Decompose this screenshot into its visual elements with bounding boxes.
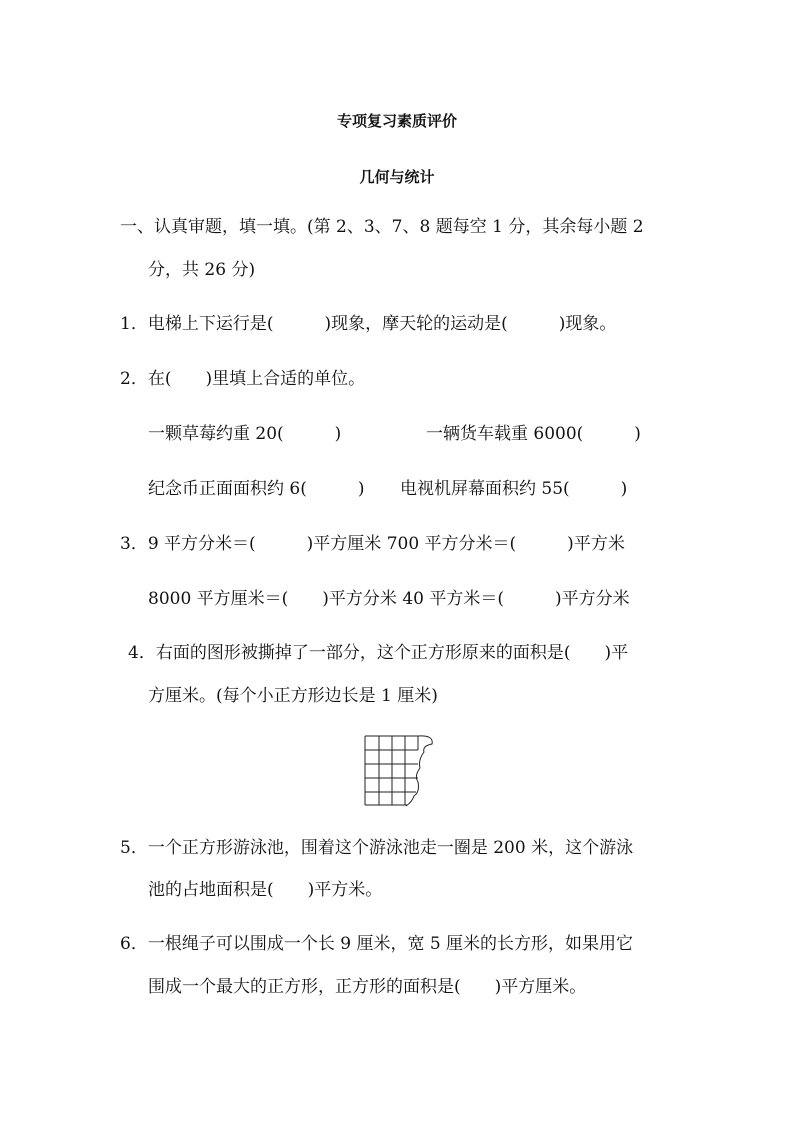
question-2-item-c: 纪念币正面面积约 6( ): [148, 479, 365, 499]
question-5-line-2: 池的占地面积是( )平方米。: [148, 880, 383, 900]
question-2-item-a: 一颗草莓约重 20( ): [148, 424, 342, 444]
section-1-heading-cont: 分，共 26 分): [148, 260, 256, 280]
question-5-line-1: 5．一个正方形游泳池，围着这个游泳池走一圈是 200 米，这个游泳: [120, 838, 634, 858]
question-4-line-2: 方厘米。(每个小正方形边长是 1 厘米): [148, 686, 438, 706]
section-1-heading: 一、认真审题，填一填。(第 2、3、7、8 题每空 1 分，其余每小题 2: [120, 217, 644, 237]
question-2-stem: 2．在( )里填上合适的单位。: [120, 369, 366, 389]
page-subtitle: 几何与统计: [359, 168, 435, 186]
question-1: 1．电梯上下运行是( )现象，摩天轮的运动是( )现象。: [120, 314, 617, 334]
torn-square-grid-figure: [360, 730, 440, 810]
question-3-row-1: 3．9 平方分米＝( )平方厘米 700 平方分米＝( )平方米: [120, 534, 625, 554]
question-6-line-2: 围成一个最大的正方形，正方形的面积是( )平方厘米。: [148, 977, 587, 997]
question-2-item-b: 一辆货车载重 6000( ): [426, 424, 641, 444]
question-2-item-d: 电视机屏幕面积约 55( ): [400, 479, 628, 499]
question-6-line-1: 6．一根绳子可以围成一个长 9 厘米，宽 5 厘米的长方形，如果用它: [120, 934, 634, 954]
question-3-row-2: 8000 平方厘米＝( )平方分米 40 平方米＝( )平方分米: [148, 589, 630, 609]
question-4-line-1: 4．右面的图形被撕掉了一部分，这个正方形原来的面积是( )平: [128, 643, 629, 663]
page-title: 专项复习素质评价: [336, 112, 457, 130]
